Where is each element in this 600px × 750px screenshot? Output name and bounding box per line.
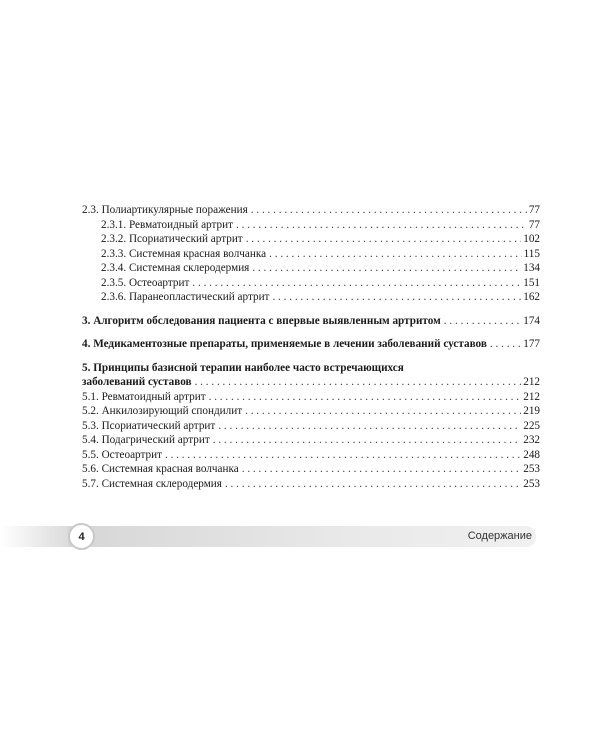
toc-leader-dots — [236, 218, 527, 233]
footer-bar — [68, 526, 536, 547]
toc-entry — [68, 261, 540, 276]
toc-entry-page: 174 — [523, 314, 540, 327]
toc-leader-dots — [251, 203, 527, 218]
toc-chapter-entry — [68, 314, 540, 329]
toc-entry — [68, 290, 540, 305]
toc-entry-title: 2.3.2. Псориатический артрит — [101, 233, 243, 245]
running-footer-section: Содержание — [467, 530, 532, 542]
toc-leader-dots — [242, 462, 521, 477]
toc-leader-dots — [213, 433, 522, 448]
toc-entry — [68, 448, 540, 463]
toc-entry — [68, 232, 540, 247]
toc-entry-page: 77 — [528, 218, 540, 231]
toc-leader-dots — [209, 390, 522, 405]
toc-entry — [68, 462, 540, 477]
toc-leader-dots — [192, 276, 521, 291]
toc-chapter-title-line2: заболеваний суставов — [82, 376, 192, 388]
toc-entry-page: 177 — [523, 338, 540, 350]
footer-bar-fade — [0, 526, 68, 547]
page-number: 4 — [78, 530, 85, 543]
toc-leader-dots — [272, 290, 521, 305]
toc-entry-title: 2.3. Полиартикулярные поражения — [82, 204, 248, 216]
toc-entry-page: 151 — [523, 276, 540, 289]
toc-entry — [68, 390, 540, 405]
toc-entry-page: 212 — [523, 376, 540, 388]
toc-entry — [68, 203, 540, 218]
toc-entry — [68, 276, 540, 291]
toc-entry-title: 5.1. Ревматоидный артрит — [82, 390, 206, 403]
toc-leader-dots — [218, 419, 521, 434]
toc-entry-page: 162 — [523, 291, 540, 303]
toc-leader-dots — [490, 337, 521, 352]
toc-entry — [68, 419, 540, 434]
toc-entry-page: 77 — [528, 204, 540, 216]
toc-chapter-entry — [68, 375, 540, 390]
toc-entry — [68, 477, 540, 492]
toc-entry-title: 2.3.5. Остеоартрит — [101, 276, 190, 289]
toc-entry-title: 5.7. Системная склеродермия — [82, 477, 222, 490]
toc-chapter-title-line1: 5. Принципы базисной терапии наиболее часто встречающихся — [82, 361, 404, 374]
toc-entry — [68, 218, 540, 233]
toc-entry-page: 115 — [523, 247, 540, 260]
toc-entry-title: 5.4. Подагрический артрит — [82, 434, 210, 446]
toc-entry-page: 232 — [523, 434, 540, 446]
toc-entry-title: 2.3.6. Паранеопластический артрит — [101, 291, 270, 303]
toc-entry — [68, 247, 540, 262]
toc-leader-dots — [444, 314, 521, 329]
toc-entry-page: 248 — [523, 448, 540, 461]
toc-leader-dots — [246, 232, 522, 247]
toc-entry-page: 225 — [523, 419, 540, 432]
toc-leader-dots — [252, 261, 521, 276]
toc-entry-title: 2.3.4. Системная склеродермия — [101, 262, 250, 274]
toc-entry-title: 5.6. Системная красная волчанка — [82, 463, 239, 475]
toc-leader-dots — [245, 404, 521, 419]
toc-chapter-title: 3. Алгоритм обследования пациента с впервые выявленным артритом — [82, 314, 441, 327]
page-number-badge — [68, 523, 95, 550]
toc-leader-dots — [165, 448, 521, 463]
toc-entry-page: 102 — [523, 233, 540, 245]
toc-entry-title: 5.2. Анкилозирующий спондилит — [82, 405, 243, 417]
toc-entry — [68, 433, 540, 448]
toc-entry-title: 5.3. Псориатический артрит — [82, 419, 216, 432]
table-of-contents — [68, 203, 540, 491]
toc-entry-page: 134 — [523, 262, 540, 274]
toc-entry-title: 2.3.3. Системная красная волчанка — [101, 247, 267, 260]
toc-entry — [68, 404, 540, 419]
toc-entry-title: 2.3.1. Ревматоидный артрит — [101, 218, 233, 231]
toc-leader-dots — [225, 477, 521, 492]
toc-entry-page: 253 — [523, 463, 540, 475]
toc-entry-page: 253 — [523, 477, 540, 490]
toc-entry-page: 219 — [523, 405, 540, 417]
toc-entry-page: 212 — [523, 390, 540, 403]
toc-chapter-title: 4. Медикаментозные препараты, применяемые в лечении заболеваний суставов — [82, 338, 487, 350]
toc-entry-title: 5.5. Остеоартрит — [82, 448, 162, 461]
toc-leader-dots — [269, 247, 522, 262]
toc-leader-dots — [195, 375, 522, 390]
toc-chapter-entry — [68, 337, 540, 352]
